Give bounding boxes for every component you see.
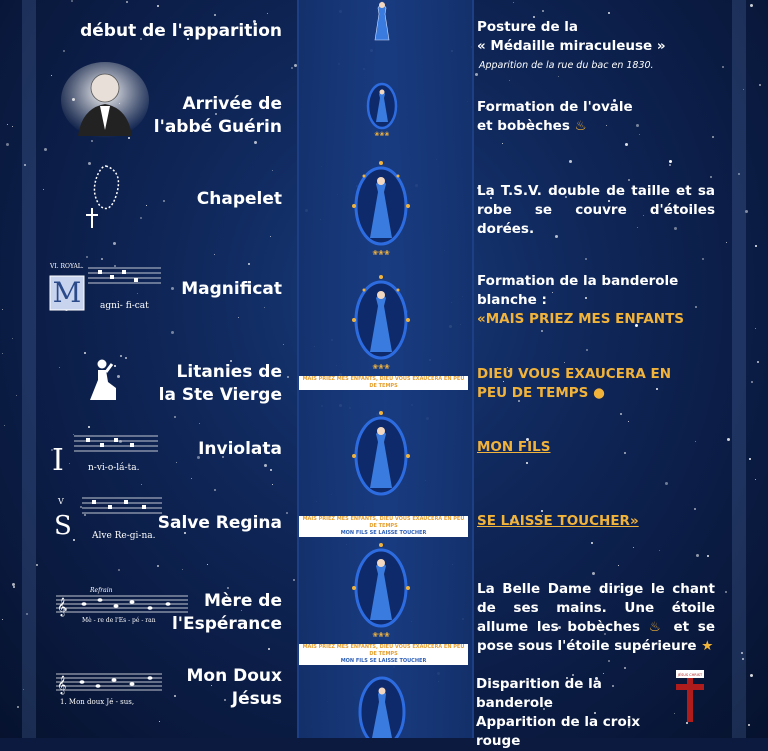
row-8-label [172, 590, 282, 636]
row-9-line-2: Apparition de la croix rouge [476, 714, 641, 749]
red-cross-icon [674, 668, 706, 722]
star-dot [286, 512, 288, 514]
star-dot [214, 14, 216, 16]
row-4-line-1: Formation de la banderole blanche : [477, 273, 679, 308]
virgin-figure-1 [372, 0, 392, 42]
row-5-line-2: PEU DE TEMPS [477, 385, 589, 401]
star-dot [248, 263, 250, 265]
row-8-line-1: La Belle Dame dirige le chant de ses mains. Une étoile allume les bobèches [477, 581, 715, 635]
salve-regina-score [52, 492, 164, 542]
mon-doux-jesus-score [54, 668, 164, 708]
star-dot [585, 258, 587, 260]
star-dot [2, 619, 3, 620]
row-1-text [477, 18, 715, 75]
score-head: VI. ROYAL. [50, 263, 84, 270]
left-frame-band [22, 0, 36, 738]
star-dot [712, 136, 714, 138]
star-dot [264, 307, 265, 308]
row-8-text [477, 580, 715, 656]
row-5-label-1: Litanies de [176, 362, 282, 382]
candle-icon: ♨ [648, 619, 665, 635]
star-dot [608, 660, 610, 662]
star-dot [749, 458, 751, 460]
star-dot [174, 695, 176, 697]
score-head: Refrain [90, 587, 113, 594]
row-9-label [187, 665, 282, 711]
row-1-line-1: Posture de la [477, 19, 579, 35]
star-icon: ★ [701, 638, 714, 654]
virgin-oval-3 [346, 158, 416, 258]
row-4-line-2: «MAIS PRIEZ MES ENFANTS [477, 311, 685, 327]
star-dot [16, 395, 17, 396]
star-dot [118, 569, 120, 571]
star-dot [620, 413, 622, 415]
svg-text:❀❀❀: ❀❀❀ [374, 131, 390, 138]
star-dot [725, 591, 727, 593]
score-words: agni- fi-cat [100, 301, 149, 311]
score-words: 1. Mon doux Jé - sus, [60, 698, 135, 706]
star-dot [270, 236, 271, 237]
star-dot [293, 579, 295, 581]
star-dot [254, 141, 257, 144]
banderole-2 [299, 516, 468, 537]
row-9-text [476, 675, 676, 751]
star-dot [509, 80, 510, 81]
banderole-text: MAIS PRIEZ MES ENFANTS, DIEU VOUS EXAUCERA EN PEU DE TEMPS [302, 516, 465, 529]
star-dot [2, 309, 3, 310]
star-dot [669, 160, 672, 163]
row-9-label-2: Jésus [231, 689, 282, 709]
star-dot [157, 565, 159, 567]
star-dot [264, 464, 267, 467]
star-dot [659, 550, 660, 551]
star-dot [7, 124, 8, 125]
row-8-label-1: Mère de [204, 591, 282, 611]
candle-icon: ♨ [574, 118, 587, 134]
row-3-text: La T.S.V. double de taille et sa robe se couvre d'étoiles dorées. [477, 183, 715, 237]
star-dot [750, 674, 753, 677]
abbe-guerin-portrait [60, 60, 150, 138]
star-dot [502, 143, 503, 144]
cross-label: JÉSUS CHRIST [677, 673, 703, 677]
svg-text:❀❀❀: ❀❀❀ [372, 249, 390, 257]
star-dot [272, 484, 273, 485]
svg-text:𝄞: 𝄞 [57, 675, 67, 694]
row-2-label-2: l'abbé Guérin [153, 117, 282, 137]
star-dot [569, 160, 572, 163]
star-dot [751, 381, 753, 383]
row-1-label: début de l'apparition [80, 21, 282, 41]
star-dot [748, 724, 750, 726]
star-dot [755, 328, 756, 329]
banderole-text-2: MON FILS SE LAISSE TOUCHER [340, 530, 427, 536]
star-dot [191, 478, 192, 479]
star-dot [59, 367, 60, 368]
score-words: Mè - re de l'Es - pé - ran [82, 617, 156, 624]
row-1-note: Apparition de la rue du bac en 1830. [479, 60, 654, 71]
row-2-label [154, 93, 282, 139]
star-dot [291, 67, 293, 69]
sun-icon: ● [593, 385, 605, 401]
star-dot [113, 242, 116, 245]
star-dot [207, 564, 208, 565]
star-dot [726, 242, 727, 243]
inviolata-score [50, 430, 160, 478]
star-dot [267, 13, 268, 14]
star-dot [199, 423, 200, 424]
star-dot [755, 479, 756, 480]
row-7-label: Salve Regina [157, 513, 282, 533]
star-dot [694, 508, 696, 510]
row-1-line-2: « Médaille miraculeuse » [477, 38, 666, 54]
star-dot [43, 189, 44, 190]
row-2-label-1: Arrivée de [182, 94, 282, 114]
row-8-line-2: et se pose sous l'étoile supérieure [477, 619, 715, 654]
banderole-3 [299, 644, 468, 665]
star-dot [702, 258, 704, 260]
score-initial: S [54, 511, 72, 541]
star-dot [669, 164, 671, 166]
star-dot [13, 586, 15, 588]
score-initial: I [52, 443, 64, 478]
praying-figure-icon [86, 358, 120, 402]
star-dot [287, 376, 289, 378]
star-dot [722, 66, 724, 68]
star-dot [272, 170, 273, 171]
star-dot [238, 317, 239, 318]
star-dot [171, 331, 174, 334]
star-dot [618, 565, 619, 566]
star-dot [140, 217, 142, 219]
star-dot [157, 5, 159, 7]
star-dot [141, 484, 142, 485]
score-mark: V [58, 497, 64, 506]
esperance-score [54, 584, 190, 624]
star-dot [727, 438, 730, 441]
star-dot [88, 426, 90, 428]
row-6-label: Inviolata [198, 439, 282, 459]
star-dot [17, 706, 19, 708]
rosary-icon [80, 162, 128, 232]
star-dot [163, 200, 165, 202]
star-dot [696, 554, 699, 557]
star-dot [12, 126, 13, 127]
svg-text:❀❀❀: ❀❀❀ [372, 631, 390, 639]
virgin-oval-5 [346, 408, 416, 508]
virgin-oval-7 [352, 672, 412, 738]
star-dot [125, 357, 127, 359]
star-dot [542, 10, 544, 12]
star-dot [541, 330, 543, 332]
star-dot [686, 722, 688, 724]
star-dot [176, 462, 177, 463]
star-dot [608, 12, 610, 14]
star-dot [564, 362, 565, 363]
star-dot [624, 667, 626, 669]
banderole-text: MAIS PRIEZ MES ENFANTS, DIEU VOUS EXAUCERA EN PEU DE TEMPS [302, 376, 465, 389]
star-dot [710, 176, 712, 178]
star-dot [628, 421, 629, 422]
star-dot [633, 547, 634, 548]
score-words: n-vi-o-lá-ta. [88, 463, 140, 473]
magnificat-score [48, 258, 163, 318]
star-dot [71, 0, 73, 2]
score-words: Alve Re-gi-na. [92, 531, 156, 541]
star-dot [268, 648, 270, 650]
row-9-line-1: Disparition de la banderole [476, 676, 602, 711]
row-9-label-1: Mon Doux [186, 666, 282, 686]
star-dot [214, 254, 215, 255]
row-2-text [477, 98, 715, 136]
star-dot [757, 361, 759, 363]
star-dot [214, 489, 216, 491]
virgin-oval-6 [346, 540, 416, 640]
star-dot [84, 352, 86, 354]
star-dot [283, 344, 284, 345]
row-3-label: Chapelet [196, 189, 282, 209]
star-dot [707, 555, 709, 557]
star-dot [227, 587, 229, 589]
star-dot [592, 572, 595, 575]
virgin-oval-2 [364, 78, 400, 138]
star-dot [159, 721, 160, 722]
star-dot [6, 143, 9, 146]
star-dot [526, 462, 528, 464]
star-dot [750, 4, 753, 7]
star-dot [4, 425, 5, 426]
row-2-line-2: et bobèches [477, 118, 570, 134]
banderole-1 [299, 376, 468, 390]
star-dot [625, 143, 628, 146]
row-8-label-2: l'Espérance [171, 614, 282, 634]
star-dot [126, 1, 128, 3]
row-7-text: SE LAISSE TOUCHER» [477, 513, 639, 529]
svg-text:𝄞: 𝄞 [57, 597, 67, 616]
row-6-text: MON FILS [477, 439, 551, 455]
row-2-line-1: Formation de l'ovale [477, 99, 633, 115]
row-4-label: Magnificat [181, 279, 282, 299]
star-dot [591, 542, 593, 544]
star-dot [120, 355, 122, 357]
star-dot [755, 245, 757, 247]
row-4-text [477, 272, 715, 329]
star-dot [628, 179, 630, 181]
star-dot [270, 469, 272, 471]
svg-text:M: M [52, 276, 82, 309]
row-5-text [477, 365, 715, 403]
row-5-label-2: la Ste Vierge [158, 385, 282, 405]
row-5-line-1: DIEU VOUS EXAUCERA EN [477, 366, 672, 382]
right-frame-band [732, 0, 746, 738]
star-dot [182, 569, 183, 570]
star-dot [558, 76, 559, 77]
star-dot [513, 2, 514, 3]
star-dot [12, 338, 13, 339]
star-dot [2, 353, 3, 354]
star-dot [91, 140, 93, 142]
star-dot [51, 75, 52, 76]
svg-text:❀❀❀: ❀❀❀ [372, 363, 390, 371]
star-dot [174, 416, 176, 418]
star-dot [171, 287, 174, 290]
virgin-oval-4 [346, 272, 416, 372]
star-dot [63, 50, 65, 52]
banderole-text: MAIS PRIEZ MES ENFANTS, DIEU VOUS EXAUCERA EN PEU DE TEMPS [302, 644, 465, 657]
star-dot [146, 205, 147, 206]
star-dot [586, 349, 588, 351]
star-dot [665, 482, 668, 485]
star-dot [44, 148, 47, 151]
row-5-label [159, 361, 282, 407]
star-dot [759, 84, 761, 86]
banderole-text-2: MON FILS SE LAISSE TOUCHER [340, 658, 427, 664]
